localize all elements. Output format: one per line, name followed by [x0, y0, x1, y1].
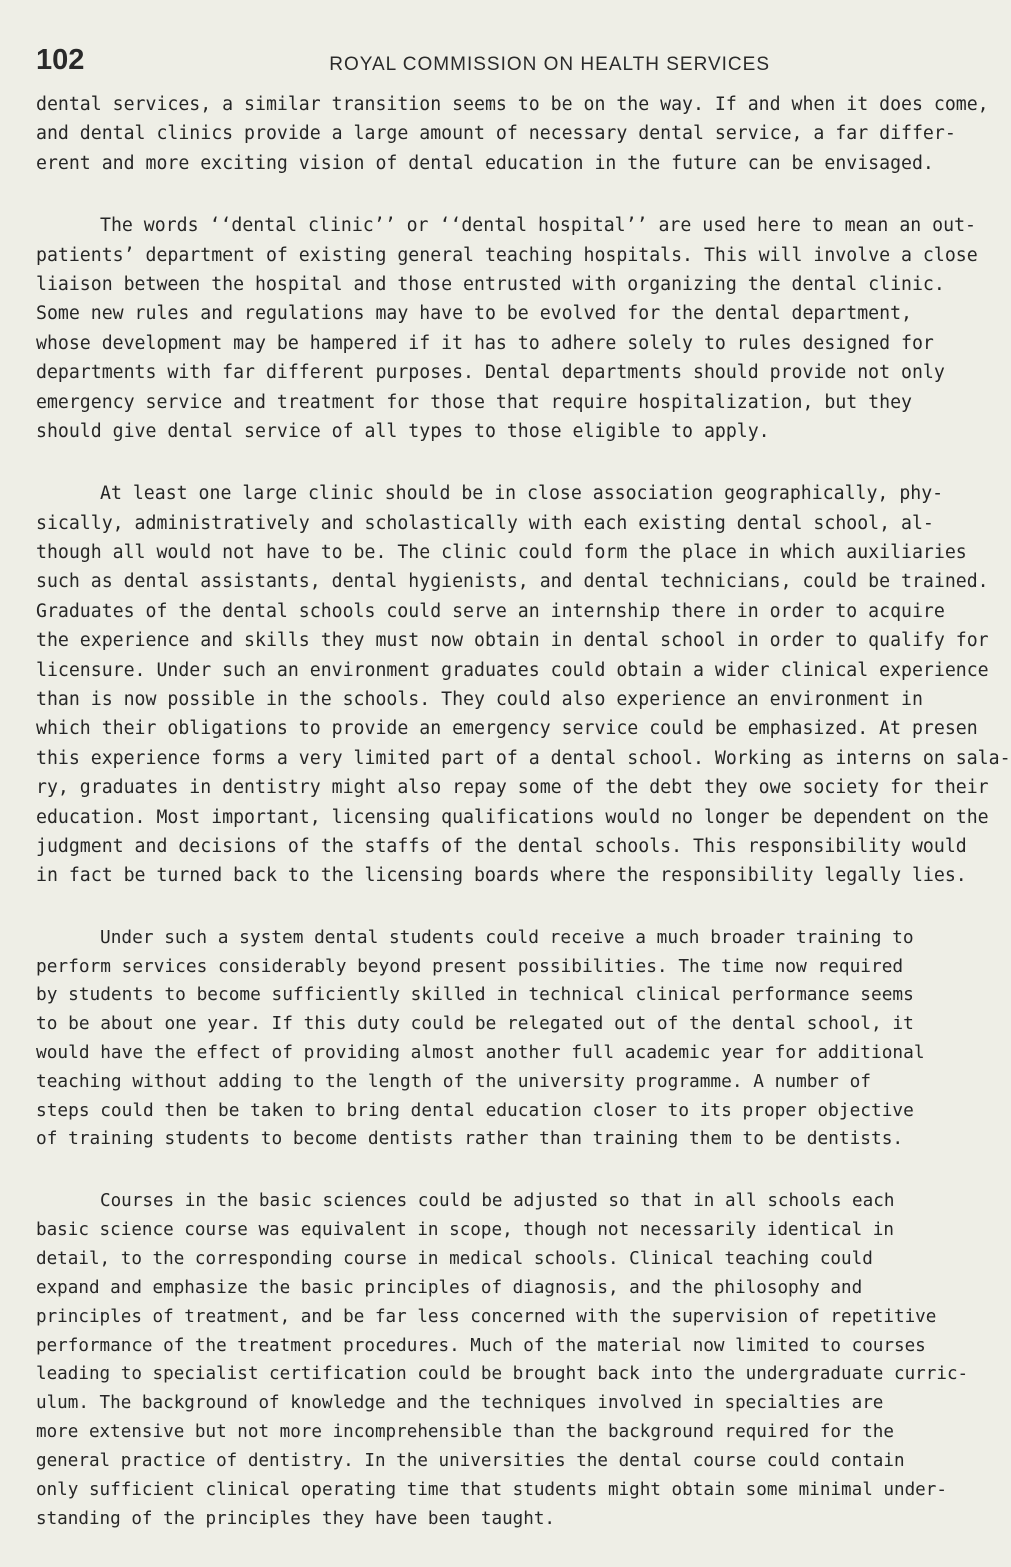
text-line: by students to become sufficiently skilled in technical clinical performance seems	[36, 984, 914, 1006]
text-line: Under such a system dental students could receive a much broader training to	[100, 926, 914, 948]
text-line: Graduates of the dental schools could serve an internship there in order to acquire	[36, 600, 945, 622]
text-line: only sufficient clinical operating time that students might obtain some minimal under-	[36, 1480, 947, 1501]
text-line: detail, to the corresponding course in medical schools. Clinical teaching could	[36, 1248, 873, 1269]
text-line: whose development may be hampered if it has to adhere solely to rules designed for	[36, 332, 934, 354]
text-line: leading to specialist certification could be brought back into the undergraduate curric-	[36, 1364, 969, 1385]
text-line: such as dental assistants, dental hygienists, and dental technicians, could be trained.	[36, 571, 989, 593]
text-line: than is now possible in the schools. They could also experience an environment in	[36, 689, 923, 711]
text-line: which their obligations to provide an emergency service could be emphasized. At presen	[36, 718, 978, 740]
text-line: perform services considerably beyond present possibilities. The time now required	[36, 955, 904, 977]
text-line: ulum. The background of knowledge and the techniques involved in specialties are	[36, 1393, 884, 1414]
paragraph	[36, 211, 978, 446]
paragraph	[36, 479, 1011, 890]
text-line: dental services, a similar transition seems to be on the way. If and when it does come,	[36, 94, 989, 115]
text-line: would have the effect of providing almost another full academic year for additional	[36, 1041, 925, 1063]
text-line: should give dental service of all types to those eligible to apply.	[36, 420, 770, 442]
body-text	[36, 90, 1011, 1567]
text-line: more extensive but not more incomprehensible than the background required for the	[36, 1422, 894, 1443]
paragraph	[36, 90, 989, 178]
text-line: principles of treatment, and be far less concerned with the supervision of repetitive	[36, 1306, 937, 1327]
text-line: The words ‘‘dental clinic’’ or ‘‘dental hospital’’ are used here to mean an out-	[100, 215, 976, 237]
text-line: to be about one year. If this duty could be relegated out of the dental school, it	[36, 1013, 914, 1035]
paragraph	[36, 924, 925, 1154]
text-line: Some new rules and regulations may have to be evolved for the dental department,	[36, 303, 912, 325]
page-number: 102	[36, 44, 85, 76]
running-head: ROYAL COMMISSION ON HEALTH SERVICES	[329, 54, 770, 75]
text-line: this experience forms a very limited part of a dental school. Working as interns on sala-	[36, 747, 1011, 769]
text-line: liaison between the hospital and those entrusted with organizing the dental clinic.	[36, 273, 945, 295]
page-header	[36, 44, 770, 80]
text-line: standing of the principles they have been taught.	[36, 1508, 556, 1529]
text-line: steps could then be taken to bring dental education closer to its proper objective	[36, 1099, 914, 1121]
text-line: departments with far different purposes. Dental departments should provide not only	[36, 362, 945, 384]
text-line: expand and emphasize the basic principles of diagnosis, and the philosophy and	[36, 1277, 863, 1298]
text-line: and dental clinics provide a large amount of necessary dental service, a far differ-	[36, 123, 956, 145]
text-line: judgment and decisions of the staffs of the dental schools. This responsibility would	[36, 835, 967, 857]
text-line: emergency service and treatment for those that require hospitalization, but they	[36, 391, 912, 413]
text-line: Courses in the basic sciences could be adjusted so that in all schools each	[100, 1191, 895, 1212]
text-line: At least one large clinic should be in close association geographically, phy-	[100, 483, 944, 505]
text-line: though all would not have to be. The clinic could form the place in which auxiliaries	[36, 542, 967, 564]
text-line: patients’ department of existing general teaching hospitals. This will involve a close	[36, 244, 978, 266]
text-line: erent and more exciting vision of dental education in the future can be envisaged.	[36, 152, 934, 174]
text-line: in fact be turned back to the licensing boards where the responsibility legally lies.	[36, 865, 967, 887]
text-line: the experience and skills they must now obtain in dental school in order to qualify for	[36, 630, 989, 652]
paragraph	[36, 1187, 969, 1534]
text-line: of training students to become dentists rather than training them to be dentists.	[36, 1128, 904, 1150]
text-line: general practice of dentistry. In the universities the dental course could contain	[36, 1451, 905, 1472]
text-line: ry, graduates in dentistry might also repay some of the debt they owe society for their	[36, 777, 989, 799]
text-line: basic science course was equivalent in scope, though not necessarily identical in	[36, 1220, 894, 1241]
text-line: licensure. Under such an environment graduates could obtain a wider clinical experience	[36, 659, 989, 681]
text-line: education. Most important, licensing qualifications would no longer be dependent on the	[36, 806, 989, 828]
text-line: performance of the treatment procedures. Much of the material now limited to courses	[36, 1335, 926, 1356]
text-line: sically, administratively and scholastically with each existing dental school, al-	[36, 512, 934, 534]
text-line: teaching without adding to the length of the university programme. A number of	[36, 1070, 872, 1092]
